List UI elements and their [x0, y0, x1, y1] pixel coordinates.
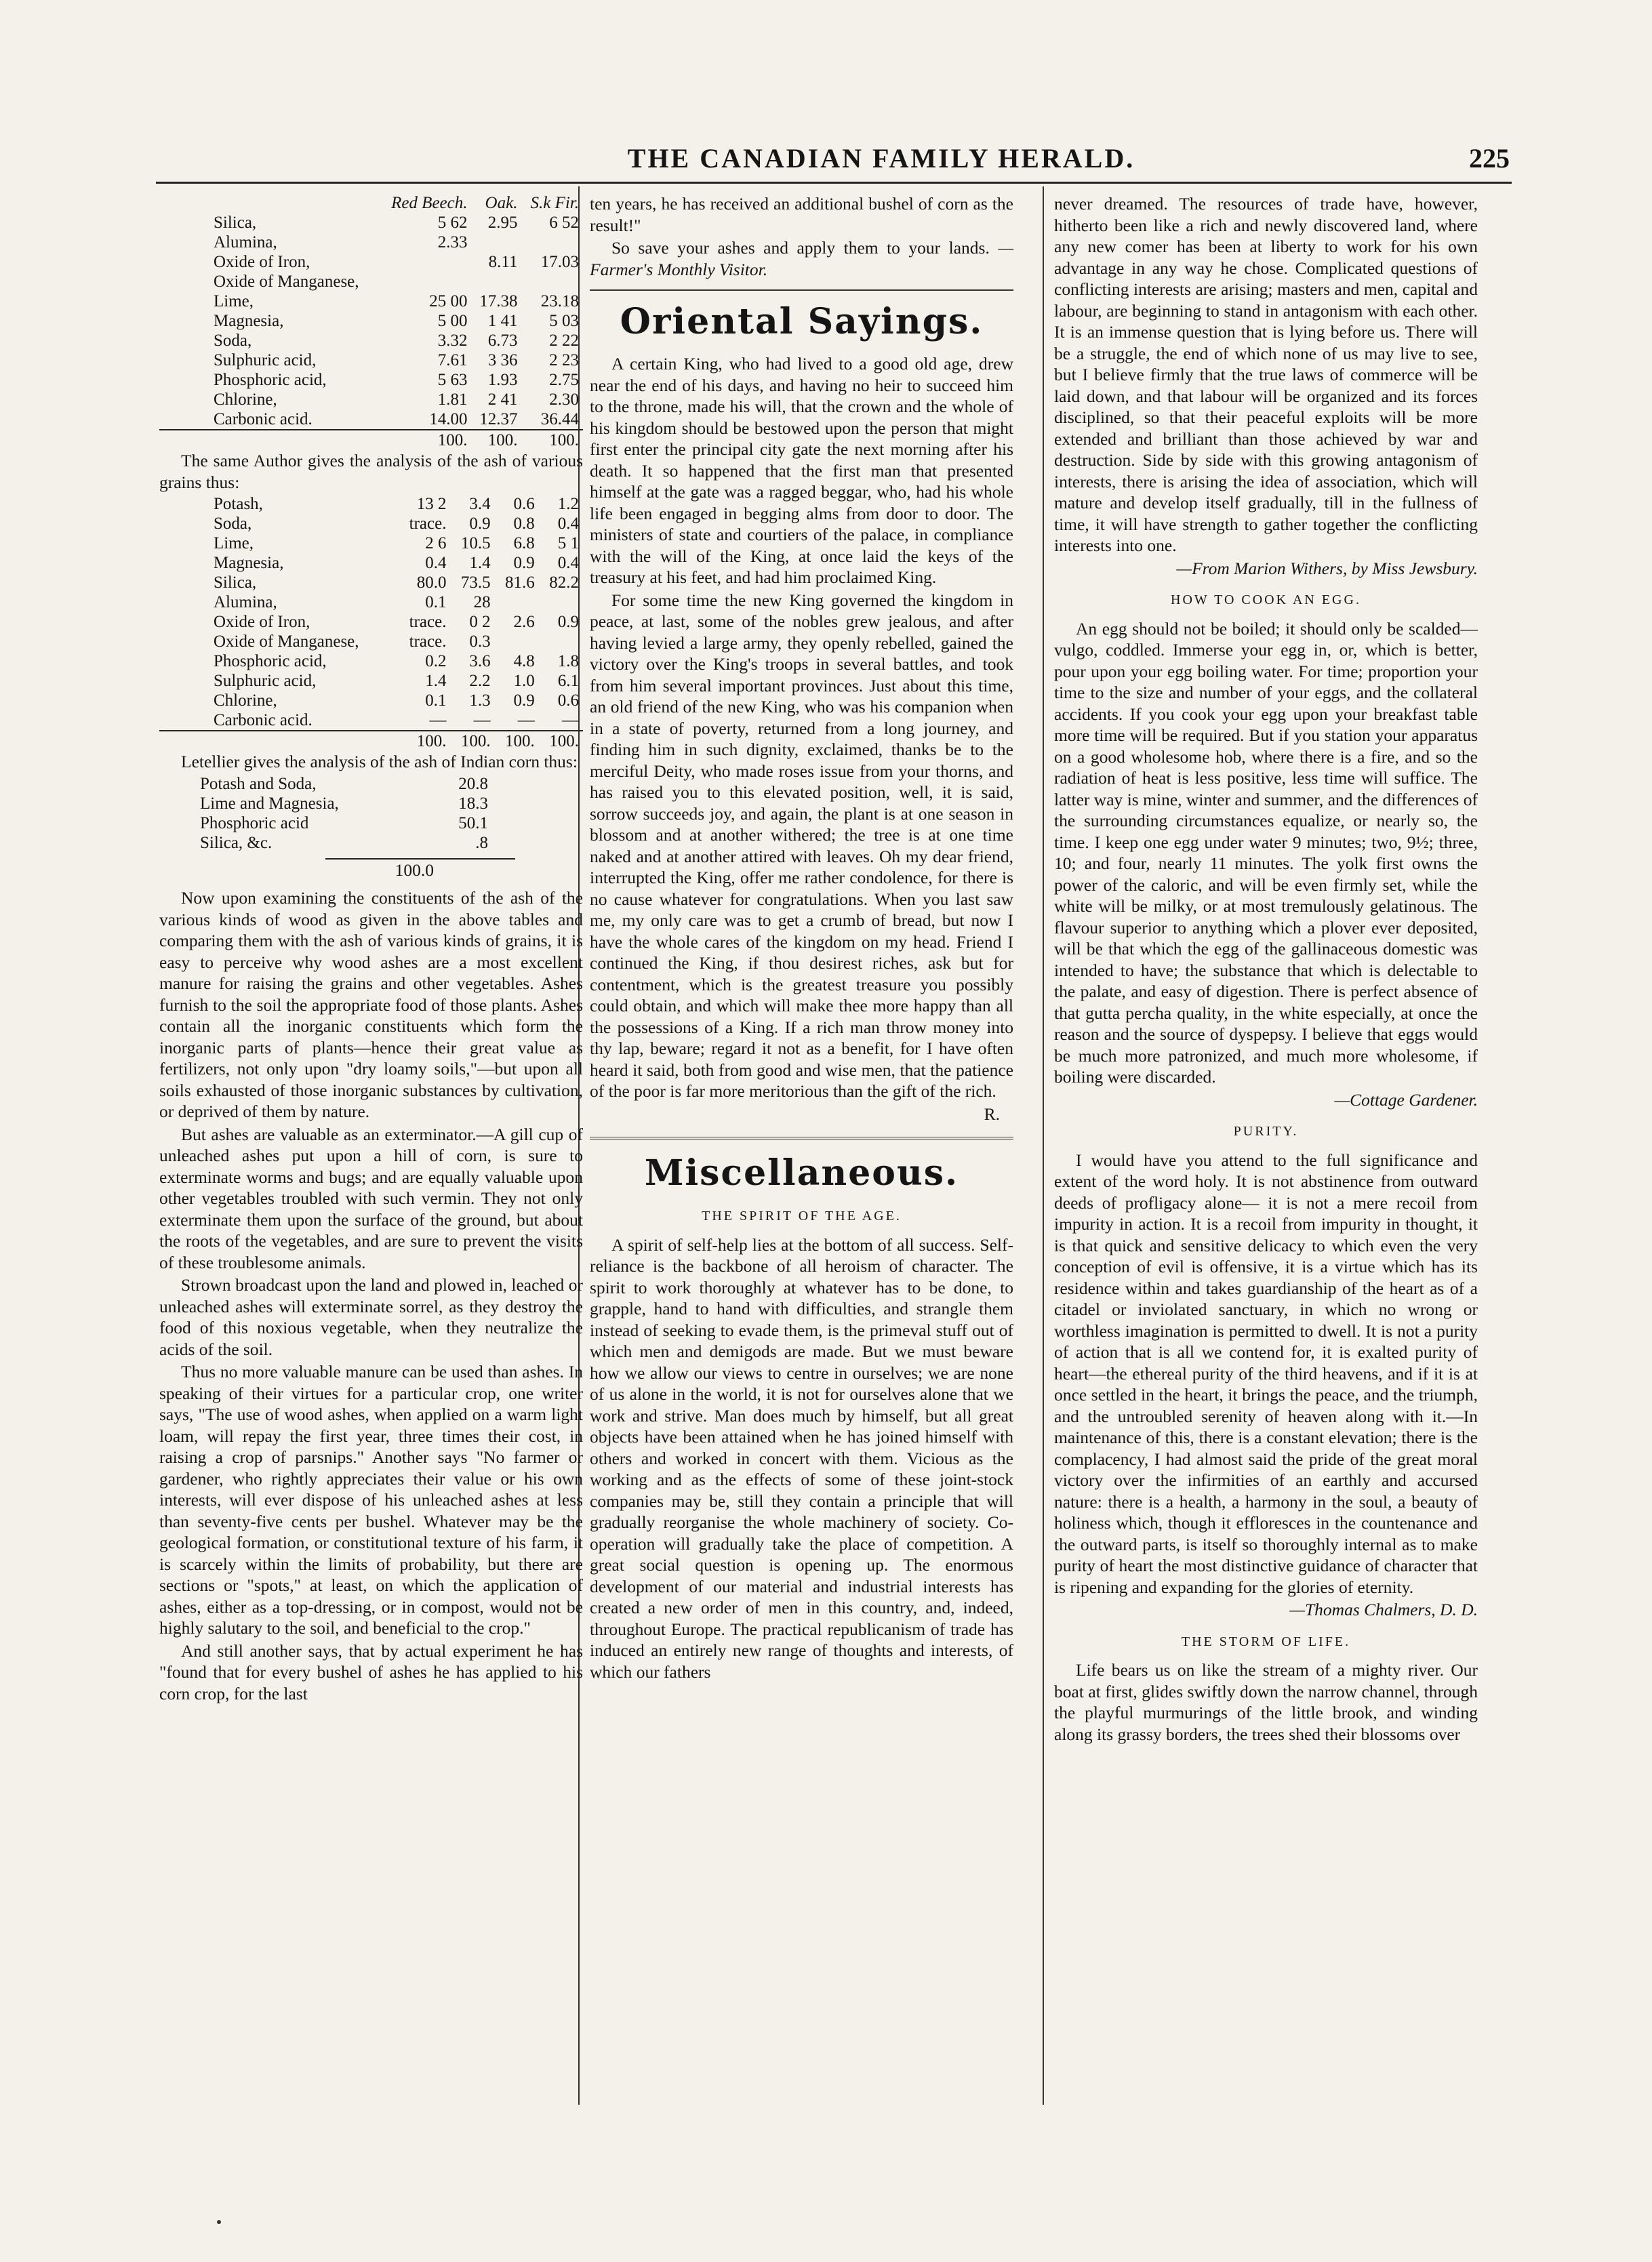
table-header: Red Beech. [391, 194, 468, 212]
table-row [159, 632, 583, 651]
table-total: 100. [472, 430, 522, 450]
table-cell: 2 23 [549, 351, 579, 369]
table-cell: 50.1 [458, 813, 488, 832]
table-row [159, 390, 583, 409]
table-row-label: Oxide of Manganese, [214, 632, 359, 651]
source-credit: —Cottage Gardener. [1334, 1089, 1478, 1110]
table-row-label: Sulphuric acid, [214, 351, 317, 369]
table-row-label: Lime, [214, 534, 254, 552]
table-cell [495, 632, 539, 651]
table-cell: 0.9 [513, 691, 535, 710]
table-cell: 2 6 [425, 534, 447, 552]
table-cell: 1.4 [469, 554, 491, 572]
table-row [159, 651, 583, 671]
table-cell [472, 272, 522, 291]
storm-of-life-article: Life bears us on like the stream of a mighty river. Our boat at first, glides swiftly down the narrow channel, through the playful murmurings of the little brook, and winding along its grassy borders, the trees shed their blossoms over [1054, 1660, 1478, 1744]
corn-ash-table [200, 774, 583, 853]
ink-speck [217, 2220, 221, 2224]
table-row-label: Alumina, [214, 233, 277, 251]
grains-intro: The same Author gives the analysis of the ash of various grains thus: [159, 451, 583, 492]
table-cell: 5 1 [557, 534, 579, 552]
table-cell [521, 272, 583, 291]
table-cell: 0.2 [425, 652, 447, 670]
column-3 [1054, 193, 1478, 1746]
table-cell: 3 36 [487, 351, 518, 369]
table-row [159, 671, 583, 691]
table-cell: 6.1 [557, 672, 579, 690]
table-cell: 5 03 [549, 312, 579, 330]
table-cell: 2 41 [487, 390, 518, 409]
section-title-miscellaneous: Miscellaneous. [644, 1152, 959, 1194]
table-row-label: Chlorine, [214, 691, 277, 710]
table-row [159, 252, 583, 272]
table-row [200, 774, 583, 794]
article-continuation: never dreamed. The resources of trade have, however, hitherto been like a rich and newly discovered land, where any new comer has been at liberty to work for his own advantage in any way he chose. Complicated questions of conflicting interests are arising; masters and men, capital and labour, are beginning to stand in antagonism with each other. It is an immense question that is lying before us. There will be a struggle, the end of which none of us may live to see, but I believe firmly that the true laws of commerce will be laid down, and that labour will be organized and its forces disciplined, so that their peaceful exploits will be more extended and brilliant than those achieved by war and destruction. Side by side with this growing antagonism of interests, there is arising the idea of association, which will mature and develop itself gradually, till in the fullness of time, it will have strength to gather together the conflicting interests into one. [1054, 194, 1478, 555]
table-cell: 0.1 [425, 593, 447, 611]
oriental-sayings-article [590, 353, 1013, 1102]
table-cell: 2.30 [549, 390, 579, 409]
table-row [159, 291, 583, 311]
table-row [159, 272, 583, 291]
paragraph: For some time the new King governed the kingdom in peace, at last, some of the nobles grew jealous, and after having levied a large army, they openly rebelled, gained the victory over the King's troops in several battles, and took from him several important provinces. Just about this time, an old friend of the new King, who was his companion when in a state of poverty, returned from a long journey, and finding him in such dignity, exclaimed, thanks be to the merciful Deity, who made roses issue from your thorns, and has raised you to this elevated position, well, it is said, sorrow succeeds joy, and again, the plant is at one season in blossom and at another withered; the tree is at one time naked and at another attired with leaves. Oh my dear friend, interrupted the King, offer me rather condolence, for there is no cause whatever for congratulations. When you last saw me, my only care was to get a crumb of bread, but now I have the whole cares of the kingdom on my head. Friend I continued the King, if thou desirest riches, ask but for contentment, which is the greatest treasure you possibly could obtain, and which will make thee more happy than all the possessions of a King. If a rich man throw money into thy lap, beware; regard it not as a benefit, for I have often heard it said, both from good and wise men, that the patience of the poor is far more meritorious than the gift of the rich. [590, 590, 1013, 1101]
subheading: THE SPIRIT OF THE AGE. [702, 1209, 902, 1224]
cook-egg-article: An egg should not be boiled; it should only be scalded—vulgo, coddled. Immerse your egg in, or, which is better, pour upon your egg boiling water. For time; proportion your time to the size and number of your eggs, and the collateral accidents. If you cook your egg upon your breakfast table more time will be required. But if you station your apparatus on a good wholesome hob, where there is a fire, and so the radiation of heat is less positive, less time will suffice. The latter way is mine, winter and summer, and the differences of the surrounding circumstances equalize, or nearly so, the time. I keep one egg under water 9 minutes; two, 9½; three, 10; and four, nearly 11 minutes. The yolk first owns the power of the caloric, and will be even firmly set, while the white will be milky, or at most tremulously gelatinous. The flavour superior to anything which a plover ever deposited, will be that which the egg of the gallinaceous domestic was intended to have; the substance that which is delectable to the palate, and easy of digestion. There is perfect absence of that gutta percha quality, in the white especially, at once the reason and the source of dyspepsy. I believe that eggs would be much more patronized, and much more wholesome, if boiling were discarded. [1054, 618, 1478, 1087]
source-credit: —Farmer's Monthly Visitor. [590, 238, 1014, 279]
column-1 [159, 193, 583, 1705]
table-total: 100. [450, 731, 494, 751]
column-2 [590, 193, 1013, 1684]
table-cell: 1.2 [557, 495, 579, 513]
corn-ash-total: 100.0 [325, 858, 515, 881]
table-cell [495, 592, 539, 612]
table-cell: 0.3 [469, 632, 491, 651]
table-cell: — [562, 711, 579, 729]
section-title-oriental: Oriental Sayings. [620, 301, 984, 342]
table-cell: — [429, 711, 447, 729]
paragraph: Thus no more valuable manure can be used than ashes. In speaking of their virtues for a particular crop, one writer says, "The use of wood ashes, when applied on a warm light loam, will repay the first year, three times their cost, in raising a crop of parsnips." Another says "No farmer or gardener, who rightly appreciates their value or his own interests, will ever dispose of his unleached ashes at less than seventy-five cents per bushel. Whatever may be the geological formation, or constitutional texture of his farm, it is scarcely within the limits of probability, but there are sections or "spots," at least, on which the application of ashes, either as a top-dressing, or in compost, would not be highly salutary to the soil, and beneficial to the crop." [159, 1362, 583, 1638]
table-cell: — [517, 711, 535, 729]
purity-article: I would have you attend to the full significance and extent of the word holy. It is not abstinence from outward deeds of profligacy alone— it is not a mere recoil from impurity in action. It is a recoil from impurity in thought, it is that quick and sensitive delicacy to which even the very conception of evil is offensive, it is a virtue which has its residence within and takes guardianship of the heart as of a citadel or inviolated sanctuary, in which no wrong or worthless imagination is permitted to dwell. It is not a purity of action that is all we contend for, it is exalted purity of heart—the ethereal purity of the third heavens, and if it is at once settled in the heart, it brings the peace, and the triumph, and the untroubled serenity of heaven along with it.—In maintenance of this, there is a constant elevation; there is the complacency, I had almost said the pride of the great moral victory over the infirmities of an earthly and accursed nature: there is a health, a harmony in the soul, a beauty of holiness which, though it effloresces in the countenance and the outward parts, is itself so thoroughly internal as to make purity of heart the most distinctive guidance of character that is ripening and expanding for the glories of eternity. [1054, 1150, 1478, 1597]
table-row [159, 553, 583, 573]
table-cell: 1 41 [487, 312, 518, 330]
table-cell: 12.37 [479, 410, 518, 428]
section-rule [590, 1137, 1013, 1139]
table-total: 100. [397, 731, 450, 751]
table-row-label: Phosphoric acid [200, 813, 309, 832]
table-row [159, 533, 583, 553]
table-header: S.k Fir. [530, 194, 579, 212]
table-cell: 3.6 [469, 652, 491, 670]
table-row [159, 494, 583, 514]
paragraph: A certain King, who had lived to a good old age, drew near the end of his days, and having no heir to succeed him to the throne, made his will, that the crown and the whole of his kingdom should be bestowed upon the person that might first enter the principal city gate the next morning after his death. It so happened that the first man that presented himself at the gate was a ragged beggar, who, had his whole life been engaged in begging alms from door to door. The ministers of state and courtiers of the palace, in compliance with the will of the King, at once laid the keys of the treasury at his feet, and had him proclaimed King. [590, 354, 1013, 587]
paragraph: Now upon examining the constituents of the ash of the various kinds of wood as given in the above tables and comparing them with the ash of various kinds of grains, it is easy to perceive why wood ashes are a most excellent manure for raising the grains and other vegetables. Ashes furnish to the soil the appropriate food of those plants. Ashes contain all the inorganic constituents which form the inorganic parts of plants—hence their great value as fertilizers, not only upon "dry loamy soils,"—but upon all soils exhausted of those inorganic substances by cultivation, or deprived of them by nature. [159, 888, 583, 1121]
table-row [159, 612, 583, 632]
table-row [159, 331, 583, 350]
paragraph: But ashes are valuable as an exterminator.—A gill cup of unleached ashes put upon a hill of corn, is sure to exterminate worms and bugs; and are equally valuable upon other vegetables troubled with such vermin. They not only exterminate them upon the surface of the ground, but about the roots of the vegetables, and are sure to prevent the visits of these troublesome animals. [159, 1124, 583, 1272]
table-cell [521, 233, 583, 252]
table-row-label: Lime, [214, 292, 254, 310]
table-cell: 82.2 [549, 573, 579, 592]
subheading: HOW TO COOK AN EGG. [1171, 592, 1361, 607]
table-cell [380, 272, 472, 291]
table-total: 100. [380, 430, 472, 450]
table-cell: 0 2 [469, 613, 491, 631]
table-row-label: Carbonic acid. [214, 410, 313, 428]
table-header: Oak. [485, 194, 518, 212]
table-cell: 5 63 [437, 371, 468, 389]
table-cell: 23.18 [540, 292, 579, 310]
table-row-label: Oxide of Iron, [214, 253, 310, 271]
table-row [159, 514, 583, 533]
table-row-label: Soda, [214, 514, 252, 533]
table-row [159, 233, 583, 252]
table-row [159, 213, 583, 233]
table-cell: 1.81 [437, 390, 468, 409]
corn-intro: Letellier gives the analysis of the ash of Indian corn thus: [181, 752, 578, 771]
table-row-label: Magnesia, [214, 554, 284, 572]
table-row [159, 370, 583, 390]
table-cell: 1.93 [487, 371, 518, 389]
table-row-label: Potash, [214, 495, 263, 513]
table-row-label: Carbonic acid. [214, 711, 313, 729]
table-cell: 17.38 [479, 292, 518, 310]
table-cell: trace. [409, 514, 447, 533]
table-cell [380, 252, 472, 272]
table-cell [539, 632, 583, 651]
article-signature: R. [984, 1104, 1000, 1124]
subheading: THE STORM OF LIFE. [1181, 1634, 1351, 1649]
table-cell: 0.4 [557, 514, 579, 533]
running-head: THE CANADIAN FAMILY HERALD. [627, 143, 1135, 174]
table-total: 100. [521, 430, 583, 450]
table-cell: 25 00 [429, 292, 468, 310]
section-rule [590, 289, 1013, 291]
table-cell: 2.95 [487, 214, 518, 232]
table-cell: 3.4 [469, 495, 491, 513]
table-cell [472, 233, 522, 252]
table-cell: trace. [409, 613, 447, 631]
table-cell: 17.03 [540, 253, 579, 271]
closing-line: So save your ashes and apply them to your lands. [611, 238, 990, 258]
table-row [159, 592, 583, 612]
table-cell: 0.6 [513, 495, 535, 513]
paragraph: Strown broadcast upon the land and plowed in, leached or unleached ashes will exterminate sorrel, as they destroy the food of this noxious vegetable, when they neutralize the acids of the soil. [159, 1275, 583, 1359]
table-cell: 36.44 [540, 410, 579, 428]
table-cell: 0.8 [513, 514, 535, 533]
table-row-label: Sulphuric acid, [214, 672, 317, 690]
table-cell: 8.11 [488, 253, 518, 271]
table-cell: 73.5 [460, 573, 491, 592]
table-cell: 2.33 [437, 233, 468, 251]
table-cell: 6.73 [487, 331, 518, 350]
table-cell: 0.4 [557, 554, 579, 572]
source-credit: —From Marion Withers, by Miss Jewsbury. [1176, 558, 1478, 578]
table-cell: 0.1 [425, 691, 447, 710]
table-row-label: Silica, &c. [200, 833, 273, 852]
paragraph: And still another says, that by actual experiment he has "found that for every bushel of ashes he has applied to his corn crop, for the last [159, 1640, 583, 1703]
table-cell: 14.00 [429, 410, 468, 428]
table-row-label: Silica, [214, 214, 257, 232]
table-row [200, 833, 583, 853]
header-rule [156, 182, 1512, 184]
table-cell: 5 62 [437, 214, 468, 232]
table-cell: .8 [475, 833, 488, 852]
table-cell [539, 592, 583, 612]
table-row [159, 691, 583, 710]
wood-ash-table [159, 193, 583, 450]
ashes-article [159, 887, 583, 1704]
table-cell: 1.3 [469, 691, 491, 710]
table-row [159, 350, 583, 370]
table-row-label: Soda, [214, 331, 252, 350]
table-row-label: Chlorine, [214, 390, 277, 409]
spirit-of-age-article: A spirit of self-help lies at the bottom of all success. Self-reliance is the backbone of all heroism of character. The spirit to work thoroughly at whatever has to be done, to grapple, hand to hand with difficulties, and strangle them instead of seeking to evade them, is the primeval stuff out of which men and demigods are made. But we must beware how we allow our views to centre in ourselves; we are none of us alone in the world, it is not for ourselves alone that we work and strive. Man does much by himself, but all great objects have been attained when he has joined himself with others and worked in concert with them. Vicious as the working and as the effects of some of these joint-stock companies may be, still they contain a principle that will gradually reorganise the whole machinery of society. Co-operation will gradually take the place of competition. A great social question is opening up. The enormous development of our material and industrial interests has created a new order of men in this country, and, indeed, throughout Europe. The practical republicanism of trade has induced an entirely new range of thoughts and interests, of which our fathers [590, 1234, 1013, 1682]
grain-ash-table [159, 494, 583, 751]
table-row-label: Alumina, [214, 593, 277, 611]
table-row-label: Oxide of Iron, [214, 613, 310, 631]
table-cell: 0.4 [425, 554, 447, 572]
table-cell: 7.61 [437, 351, 468, 369]
table-cell: 28 [473, 593, 491, 611]
table-cell: 0.6 [557, 691, 579, 710]
table-cell: trace. [409, 632, 447, 651]
table-cell: 0.9 [557, 613, 579, 631]
page-number: 225 [1469, 143, 1510, 174]
table-row-label: Phosphoric acid, [214, 652, 327, 670]
table-cell: 10.5 [460, 534, 491, 552]
column-divider-2 [1043, 186, 1044, 2105]
table-cell: — [473, 711, 491, 729]
table-cell: 6.8 [513, 534, 535, 552]
table-cell: 18.3 [458, 794, 488, 813]
table-cell: 80.0 [416, 573, 447, 592]
table-cell: 3.32 [437, 331, 468, 350]
table-row-label: Oxide of Manganese, [214, 272, 359, 291]
article-continuation: ten years, he has received an additional bushel of corn as the result!" [590, 194, 1013, 235]
table-row-label: Silica, [214, 573, 257, 592]
table-cell: 20.8 [458, 774, 488, 793]
source-credit: —Thomas Chalmers, D. D. [1289, 1600, 1478, 1619]
table-cell: 81.6 [505, 573, 535, 592]
table-row-label: Magnesia, [214, 312, 284, 330]
table-cell: 13 2 [416, 495, 447, 513]
table-cell: 1.4 [425, 672, 447, 690]
table-cell: 6 52 [549, 214, 579, 232]
table-cell: 2.2 [469, 672, 491, 690]
table-cell: 2.6 [513, 613, 535, 631]
table-row [200, 813, 583, 833]
table-total: 100. [495, 731, 539, 751]
table-row [159, 311, 583, 331]
table-cell: 0.9 [513, 554, 535, 572]
table-row [159, 710, 583, 731]
table-cell: 5 00 [437, 312, 468, 330]
table-row [159, 573, 583, 592]
table-row-label: Potash and Soda, [200, 774, 317, 793]
table-cell: 0.9 [469, 514, 491, 533]
table-cell: 2 22 [549, 331, 579, 350]
table-cell: 1.0 [513, 672, 535, 690]
table-row [200, 794, 583, 813]
table-cell: 1.8 [557, 652, 579, 670]
table-row-label: Lime and Magnesia, [200, 794, 339, 813]
subheading: PURITY. [1233, 1124, 1299, 1139]
table-row [159, 409, 583, 430]
table-row-label: Phosphoric acid, [214, 371, 327, 389]
table-total: 100. [539, 731, 583, 751]
table-cell: 2.75 [549, 371, 579, 389]
table-cell: 4.8 [513, 652, 535, 670]
